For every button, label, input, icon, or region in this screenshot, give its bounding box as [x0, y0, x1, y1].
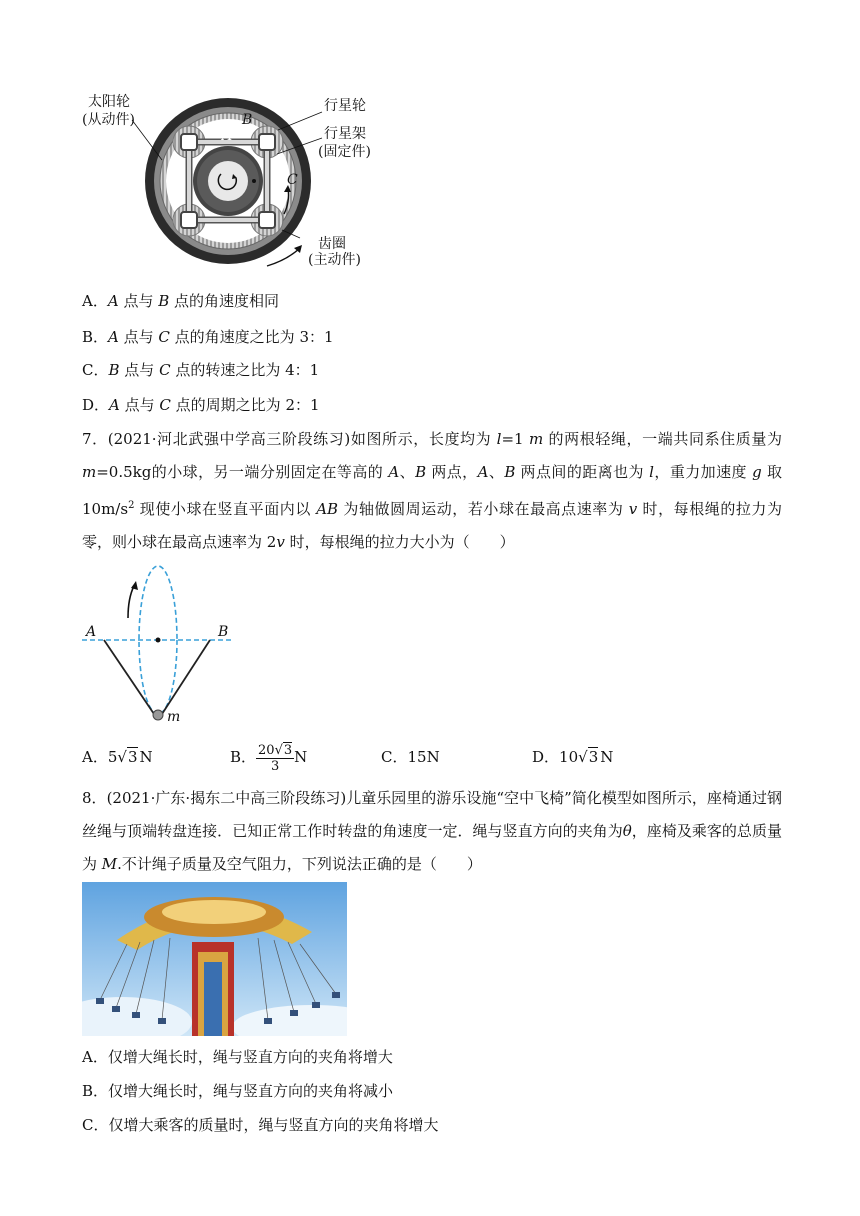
q8-option-a[interactable]: A．仅增大绳长时，绳与竖直方向的夹角将增大 [82, 1048, 393, 1066]
sun-gear-role-label: (从动件) [82, 112, 135, 128]
point-b-label: B [242, 112, 253, 128]
point-b-label: B [218, 624, 229, 640]
carrier-label: 行星架 [324, 126, 366, 142]
q7-option-b[interactable]: B． $\frac{20√3}{3}$ N [230, 742, 308, 774]
q6-option-d[interactable]: D．A 点与 C 点的周期之比为 2：1 [82, 396, 320, 414]
carrier-role-label: (固定件) [318, 144, 371, 160]
q6-option-b[interactable]: B．A 点与 C 点的角速度之比为 3：1 [82, 328, 334, 346]
q6-option-a[interactable]: A．A 点与 B 点的角速度相同 [82, 292, 280, 310]
ring-gear-role-label: (主动件) [308, 252, 361, 268]
rope-ball-diagram [82, 562, 242, 728]
ring-gear-label: 齿圈 [318, 236, 346, 252]
sun-gear-label: 太阳轮 [88, 94, 130, 110]
planet-gear-label: 行星轮 [324, 98, 366, 114]
planetary-gear-figure [82, 90, 382, 275]
q6-option-c[interactable]: C．B 点与 C 点的转速之比为 4：1 [82, 361, 320, 379]
q8-option-c[interactable]: C．仅增大乘客的质量时，绳与竖直方向的夹角将增大 [82, 1116, 439, 1134]
q7-option-a[interactable]: A．5√3 N [82, 748, 153, 766]
q7-stem: 7．(2021·河北武强中学高三阶段练习)如图所示，长度均为 l=1 m 的两根轻绳，一端共同系住质量为 m=0.5kg的小球，另一端分别固定在等高的 A、B 两点，A、B 两点间的距离也为 l，重力加速度 g 取 $10m/s^2$ 现使小球在竖直平面内以 AB 为轴做圆周运动，若小球在最高点速率为 v 时，每根绳的拉力为零，则小球在最高点速率为 2v 时，每根绳的拉力大小为（ ） [82, 430, 782, 551]
q8-stem: 8．(2021·广东·揭东二中高三阶段练习)儿童乐园里的游乐设施“空中飞椅”简化模型如图所示，座椅通过钢丝绳与顶端转盘连接．已知正常工作时转盘的角速度一定．绳与竖直方向的夹角为θ，座椅及乘客的总质量为 M.不计绳子质量及空气阻力，下列说法正确的是（ ） [82, 789, 782, 873]
mass-label: m [167, 709, 181, 725]
q7-figure [82, 562, 242, 728]
point-a-label: A [86, 624, 97, 640]
point-c-label: C [287, 172, 298, 188]
swing-ride-photo [82, 882, 347, 1036]
q7-option-d[interactable]: D．10√3 N [532, 748, 614, 766]
point-a-label: A [222, 128, 233, 144]
q7-option-c[interactable]: C．15N [381, 748, 440, 766]
q8-option-b[interactable]: B．仅增大绳长时，绳与竖直方向的夹角将减小 [82, 1082, 394, 1100]
